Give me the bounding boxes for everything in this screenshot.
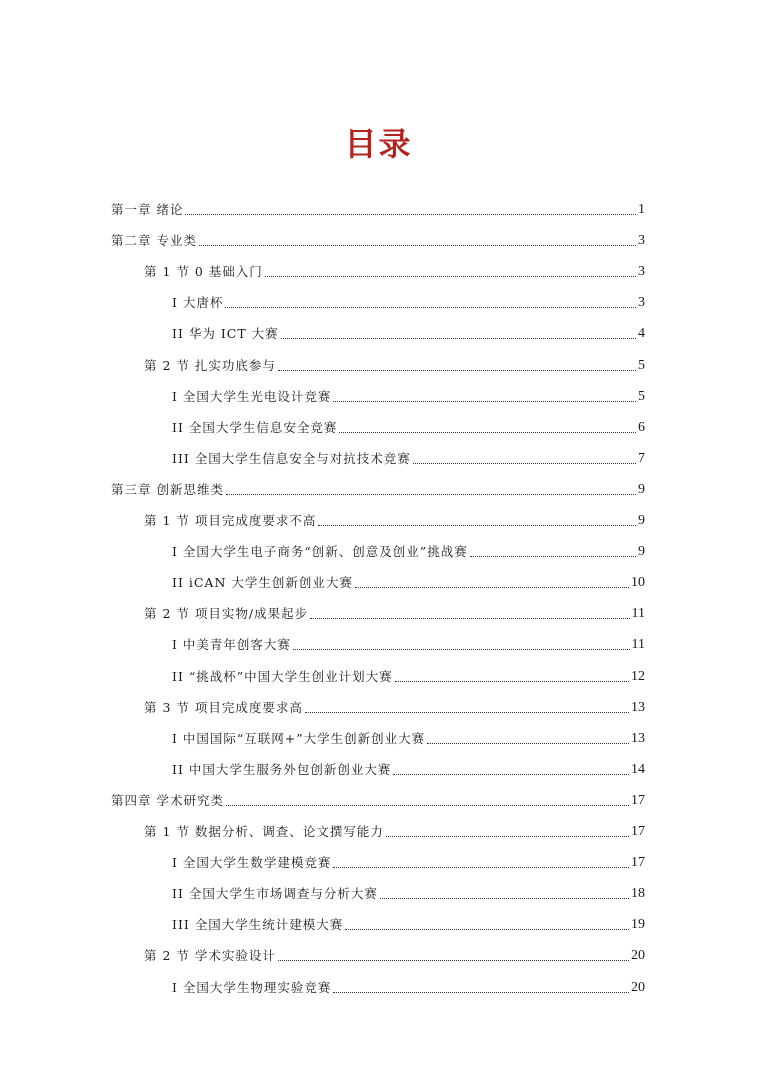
toc-entry-label: III 全国大学生统计建模大赛 (172, 917, 344, 933)
page-title: 目录 (344, 125, 413, 164)
toc-item[interactable] (172, 662, 645, 686)
dot-leader (293, 649, 630, 650)
toc-section[interactable] (144, 351, 645, 375)
toc-page-number: 13 (631, 699, 645, 715)
toc-page-number: 17 (631, 792, 645, 808)
toc-page-number: 11 (631, 637, 645, 653)
toc-page-number: 3 (638, 264, 645, 280)
dot-leader (225, 307, 636, 308)
dot-leader (310, 618, 629, 619)
toc-entry-label: 第三章 创新思维类 (111, 481, 224, 497)
toc-page-number: 20 (631, 948, 645, 964)
toc-page-number: 9 (638, 544, 645, 560)
dot-leader (226, 494, 636, 495)
toc-page-number: 5 (638, 357, 645, 373)
toc-entry-label: 第一章 绪论 (111, 202, 184, 217)
dot-leader (395, 681, 629, 682)
dot-leader (413, 463, 636, 464)
dot-leader (318, 525, 636, 526)
toc-entry-label: II “挑战杯”中国大学生创业计划大赛 (172, 668, 393, 684)
toc-item[interactable] (172, 848, 645, 872)
toc-page-number: 1 (638, 202, 645, 217)
toc-entry-label: I 全国大学生物理实验竞赛 (172, 979, 332, 995)
toc-section[interactable] (144, 941, 645, 965)
toc-entry-label: II 全国大学生市场调查与分析大赛 (172, 886, 378, 902)
toc-item[interactable] (172, 568, 645, 592)
toc-page-number: 19 (631, 917, 645, 933)
toc-chapter[interactable] (111, 195, 645, 219)
dot-leader (355, 587, 629, 588)
toc-item[interactable] (172, 537, 645, 561)
toc-page-number: 13 (631, 730, 645, 746)
dot-leader (333, 992, 629, 993)
dot-leader (333, 401, 636, 402)
toc-item[interactable] (172, 382, 645, 406)
toc-page-number: 17 (631, 824, 645, 839)
toc-item[interactable] (172, 973, 645, 997)
toc-entry-label: 第 1 节 数据分析、调查、论文撰写能力 (144, 824, 384, 839)
toc-entry-label: 第四章 学术研究类 (111, 792, 224, 808)
toc-page-number: 11 (631, 606, 645, 622)
toc-section[interactable] (144, 506, 645, 530)
dot-leader (427, 743, 629, 744)
dot-leader (393, 774, 629, 775)
toc-item[interactable] (172, 288, 645, 312)
dot-leader (199, 245, 636, 246)
toc-entry-label: II 中国大学生服务外包创新创业大赛 (172, 761, 392, 777)
toc-entry-label: 第 3 节 项目完成度要求高 (144, 699, 303, 715)
toc-page-number: 12 (631, 668, 645, 684)
toc-entry-label: 第二章 专业类 (111, 233, 197, 249)
dot-leader (386, 836, 629, 837)
toc-section[interactable] (144, 599, 645, 623)
toc-page-number: 9 (638, 513, 645, 528)
toc-item[interactable] (172, 630, 645, 654)
toc-entry-label: 第 1 节 0 基础入门 (144, 264, 263, 280)
toc-entry-label: I 全国大学生光电设计竞赛 (172, 388, 332, 404)
toc-section[interactable] (144, 257, 645, 281)
toc-page-number: 14 (631, 761, 645, 777)
toc-section[interactable] (144, 817, 645, 841)
toc-entry-label: II iCAN 大学生创新创业大赛 (172, 575, 353, 591)
toc-entry-label: II 全国大学生信息安全竞赛 (172, 419, 338, 435)
toc-entry-label: I 全国大学生数学建模竞赛 (172, 855, 332, 871)
toc-item[interactable] (172, 444, 645, 468)
toc-chapter[interactable] (111, 786, 645, 810)
toc-entry-label: 第 2 节 学术实验设计 (144, 948, 276, 964)
toc-page-number: 6 (638, 419, 645, 435)
dot-leader (380, 898, 629, 899)
toc-entry-label: I 中美青年创客大赛 (172, 637, 291, 653)
dot-leader (226, 805, 629, 806)
toc-entry-label: I 大唐杯 (172, 295, 224, 311)
toc-item[interactable] (172, 755, 645, 779)
dot-leader (333, 867, 629, 868)
toc-entry-label: 第 2 节 项目实物/成果起步 (144, 606, 309, 622)
toc-item[interactable] (172, 879, 645, 903)
dot-leader (278, 960, 629, 961)
dot-leader (470, 556, 636, 557)
toc-item[interactable] (172, 413, 645, 437)
toc-entry-label: III 全国大学生信息安全与对抗技术竞赛 (172, 450, 411, 466)
dot-leader (278, 370, 636, 371)
toc-page-number: 18 (631, 886, 645, 902)
toc-page-number: 9 (638, 481, 645, 497)
toc-chapter[interactable] (111, 226, 645, 250)
dot-leader (305, 712, 629, 713)
toc-item[interactable] (172, 319, 645, 343)
toc-entry-label: I 全国大学生电子商务“创新、创意及创业”挑战赛 (172, 544, 468, 560)
toc-page-number: 5 (638, 388, 645, 404)
toc-page-number: 3 (638, 233, 645, 249)
dot-leader (265, 276, 636, 277)
toc-page-number: 10 (631, 575, 645, 591)
toc-item[interactable] (172, 724, 645, 748)
dot-leader (339, 432, 636, 433)
toc-page-number: 7 (638, 450, 645, 466)
toc-page-number: 3 (638, 295, 645, 311)
toc-page-number: 4 (638, 326, 645, 342)
dot-leader (185, 214, 636, 215)
toc-entry-label: 第 2 节 扎实功底参与 (144, 357, 276, 373)
dot-leader (345, 929, 629, 930)
toc-page-number: 17 (631, 855, 645, 871)
dot-leader (281, 338, 636, 339)
toc-chapter[interactable] (111, 475, 645, 499)
toc-entry-label: 第 1 节 项目完成度要求不高 (144, 513, 317, 528)
toc-page-number: 20 (631, 979, 645, 995)
toc-entry-label: I 中国国际“互联网+”大学生创新创业大赛 (172, 730, 426, 746)
toc-item[interactable] (172, 910, 645, 934)
toc-section[interactable] (144, 693, 645, 717)
toc-entry-label: II 华为 ICT 大赛 (172, 326, 279, 342)
